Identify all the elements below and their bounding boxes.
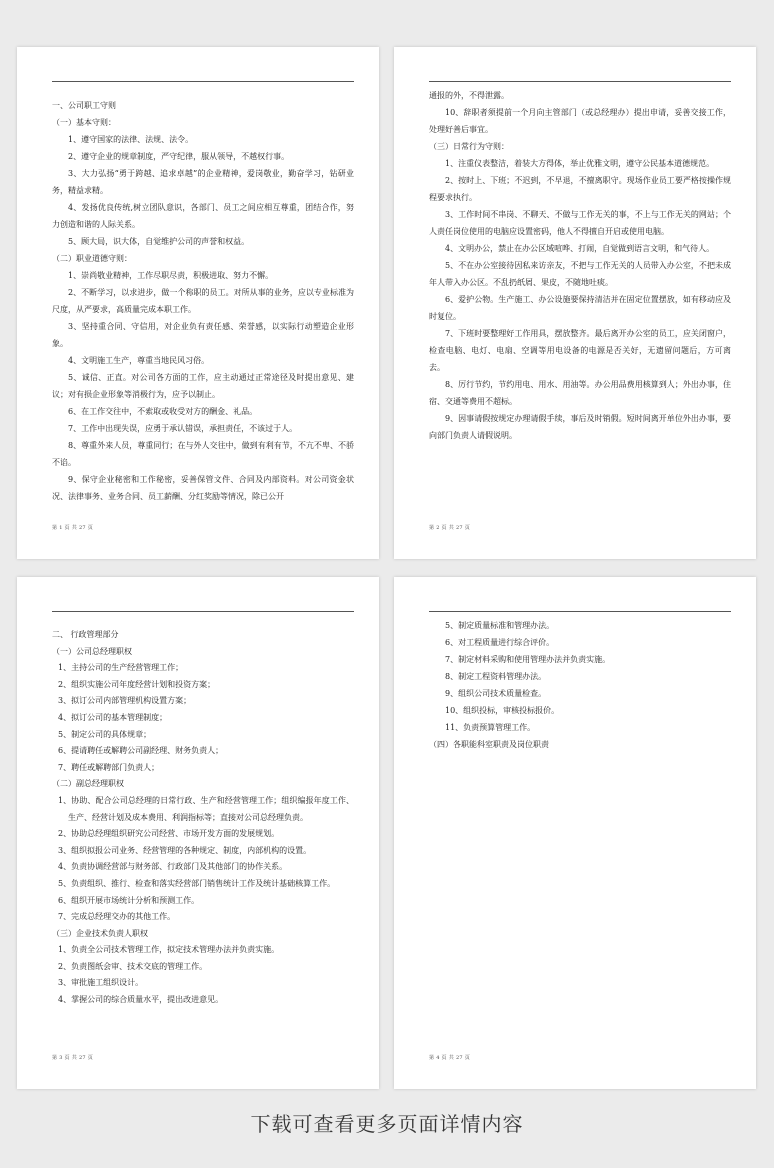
paragraph: 10、辞职者须提前一个月向主管部门（或总经理办）提出申请，妥善交接工作，处理好善后事宜。 bbox=[429, 108, 731, 134]
section-heading: 一、公司职工守则 bbox=[52, 101, 116, 110]
paragraph: 10、组织投标，审核投标报价。 bbox=[445, 706, 560, 715]
paragraph: 9、组织公司技术质量检查。 bbox=[445, 689, 547, 698]
paragraph: 4、发扬优良传统,树立团队意识，各部门、员工之间应相互尊重，团结合作，努力创造和谐的人际关系。 bbox=[52, 203, 354, 229]
paragraph: 3、审批施工组织设计。 bbox=[58, 978, 144, 988]
paragraph: 2、协助总经理组织研究公司经营、市场开发方面的发展规划。 bbox=[58, 829, 280, 839]
section-heading: （三）企业技术负责人职权 bbox=[52, 928, 148, 938]
paragraph: 6、爱护公物。生产施工、办公设施要保持清洁并在固定位置摆放，如有移动应及时复位。 bbox=[429, 295, 731, 321]
paragraph: 8、制定工程资料管理办法。 bbox=[445, 672, 547, 681]
paragraph: 3、拟订公司内部管理机构设置方案； bbox=[58, 696, 192, 706]
paragraph: 7、聘任或解聘部门负责人； bbox=[58, 762, 160, 772]
paragraph: 3、工作时间不串岗、不聊天、不做与工作无关的事，不上与工作无关的网站；个人责任岗位使用的电脑应设置密码，他人不得擅自开启或使用电脑。 bbox=[429, 210, 731, 236]
paragraph: 3、大力弘扬“勇于跨越、追求卓越”的企业精神，爱岗敬业，勤奋学习，钻研业务，精益求精。 bbox=[52, 169, 354, 195]
section-heading: 二、 行政管理部分 bbox=[52, 630, 119, 639]
paragraph: 1、崇尚敬业精神，工作尽职尽责，积极进取、努力不懈。 bbox=[68, 271, 274, 280]
paragraph: 5、制定公司的具体规章； bbox=[58, 729, 152, 739]
page-body bbox=[429, 87, 731, 444]
page-footer: 第 1 页 共 27 页 bbox=[52, 525, 94, 531]
paragraph: 5、不在办公室接待因私来访亲友，不把与工作无关的人员带入办公室，不把未成年人带入办公区。不乱扔纸屑、果皮，不随地吐痰。 bbox=[429, 261, 731, 287]
paragraph: 5、顾大局，识大体，自觉维护公司的声誉和权益。 bbox=[68, 237, 250, 246]
paragraph: 2、负责图纸会审、技术交底的管理工作。 bbox=[58, 961, 208, 971]
page-body bbox=[52, 97, 354, 505]
paragraph: 4、负责协调经营部与财务部、行政部门及其他部门的协作关系。 bbox=[58, 862, 288, 872]
page-footer: 第 4 页 共 27 页 bbox=[429, 1055, 471, 1061]
paragraph: 5、诚信、正直。对公司各方面的工作，应主动通过正常途径及时提出意见、建议；对有损企业形象等消极行为，应予以制止。 bbox=[52, 373, 354, 399]
paragraph: 2、组织实施公司年度经营计划和投资方案； bbox=[58, 679, 216, 689]
paragraph: 6、对工程质量进行综合评价。 bbox=[445, 638, 555, 647]
paragraph: 7、制定材料采购和使用管理办法并负责实施。 bbox=[445, 655, 611, 664]
section-heading: （四）各职能科室职责及岗位职责 bbox=[429, 740, 549, 749]
paragraph: 9、因事请假按规定办理请假手续，事后及时销假。短时间离开单位外出办事，要向部门负责人请假说明。 bbox=[429, 414, 731, 440]
document-page-3 bbox=[17, 577, 379, 1089]
paragraph: 4、文明施工生产，尊重当地民风习俗。 bbox=[68, 356, 210, 365]
page-footer: 第 3 页 共 27 页 bbox=[52, 1055, 94, 1061]
section-heading: （三）日常行为守则： bbox=[429, 142, 509, 151]
download-caption[interactable]: 下载可查看更多页面详情内容 bbox=[250, 1112, 524, 1136]
paragraph: 6、在工作交往中，不索取或收受对方的酬金、礼品。 bbox=[68, 407, 258, 416]
paragraph: 1、遵守国家的法律、法规、法令。 bbox=[68, 135, 194, 144]
paragraph: 1、负责全公司技术管理工作，拟定技术管理办法并负责实施。 bbox=[58, 945, 280, 955]
paragraph: 1、注重仪表整洁，着装大方得体，举止优雅文明，遵守公民基本道德规范。 bbox=[445, 159, 715, 168]
paragraph: 2、不断学习，以求进步，做一个称职的员工。对所从事的业务，应以专业标准为尺度，从严要求，高质量完成本职工作。 bbox=[52, 288, 354, 314]
section-heading: （一）公司总经理职权 bbox=[52, 646, 132, 656]
paragraph: 6、组织开展市场统计分析和预测工作。 bbox=[58, 895, 200, 905]
paragraph: 4、掌握公司的综合质量水平，提出改进意见。 bbox=[58, 995, 224, 1005]
paragraph: 9、保守企业秘密和工作秘密，妥善保管文件、合同及内部资料。对公司资金状况、法律事务、业务合同、员工薪酬、分红奖励等情况，除已公开 bbox=[52, 475, 354, 501]
paragraph: 2、遵守企业的规章制度，严守纪律，服从领导，不越权行事。 bbox=[68, 152, 290, 161]
section-heading: （一）基本守则： bbox=[52, 118, 116, 127]
section-heading: （二）职业道德守则： bbox=[52, 254, 132, 263]
paragraph: 6、提请聘任或解聘公司副经理、财务负责人； bbox=[58, 746, 224, 756]
paragraph: 5、负责组织、推行、检查和落实经营部门销售统计工作及统计基础核算工作。 bbox=[58, 878, 336, 888]
paragraph: 4、拟订公司的基本管理制度； bbox=[58, 712, 168, 722]
header-rule bbox=[429, 611, 731, 612]
paragraph: 8、尊重外来人员，尊重同行；在与外人交往中，做到有利有节，不亢不卑、不骄不谄。 bbox=[52, 441, 354, 467]
document-page-4 bbox=[394, 577, 756, 1089]
header-rule bbox=[52, 611, 354, 612]
paragraph: 7、完成总经理交办的其他工作。 bbox=[58, 912, 176, 922]
header-rule bbox=[429, 81, 731, 82]
paragraph: 4、文明办公，禁止在办公区域喧哗、打闹，自觉做到语言文明，和气待人。 bbox=[445, 244, 715, 253]
paragraph: 7、工作中出现失误，应勇于承认错误，承担责任，不该过于人。 bbox=[68, 424, 298, 433]
paragraph: 8、厉行节约，节约用电、用水、用油等。办公用品费用核算到人；外出办事，住宿、交通等费用不超标。 bbox=[429, 380, 731, 406]
section-heading: 通报的外，不得泄露。 bbox=[429, 91, 509, 100]
document-page-2 bbox=[394, 47, 756, 559]
section-heading: （二）副总经理职权 bbox=[52, 779, 124, 789]
page-footer: 第 2 页 共 27 页 bbox=[429, 525, 471, 531]
header-rule bbox=[52, 81, 354, 82]
paragraph: 3、坚持重合同、守信用，对企业负有责任感、荣誉感，以实际行动塑造企业形象。 bbox=[52, 322, 354, 348]
paragraph: 2、按时上、下班；不迟到，不早退，不擅离职守。现场作业员工要严格按操作规程要求执行。 bbox=[429, 176, 731, 202]
paragraph: 5、制定质量标准和管理办法。 bbox=[445, 621, 555, 630]
paragraph: 1、主持公司的生产经营管理工作； bbox=[58, 663, 184, 673]
paragraph: 11、负责预算管理工作。 bbox=[445, 723, 536, 732]
document-page-1 bbox=[17, 47, 379, 559]
page-body bbox=[52, 627, 354, 1009]
paragraph: 1、协助、配合公司总经理的日常行政、生产和经营管理工作；组织编报年度工作、生产、经营计划及成本费用、利润指标等；直接对公司总经理负责。 bbox=[58, 795, 354, 822]
page-body bbox=[429, 617, 731, 753]
paragraph: 7、下班时要整理好工作用具，摆放整齐。最后离开办公室的员工，应关闭窗户，检查电脑、电灯、电扇、空调等用电设备的电源是否关好，无遗留问题后，方可离去。 bbox=[429, 329, 731, 372]
paragraph: 3、组织拟报公司业务、经营管理的各种规定、制度，内部机构的设置。 bbox=[58, 845, 312, 855]
